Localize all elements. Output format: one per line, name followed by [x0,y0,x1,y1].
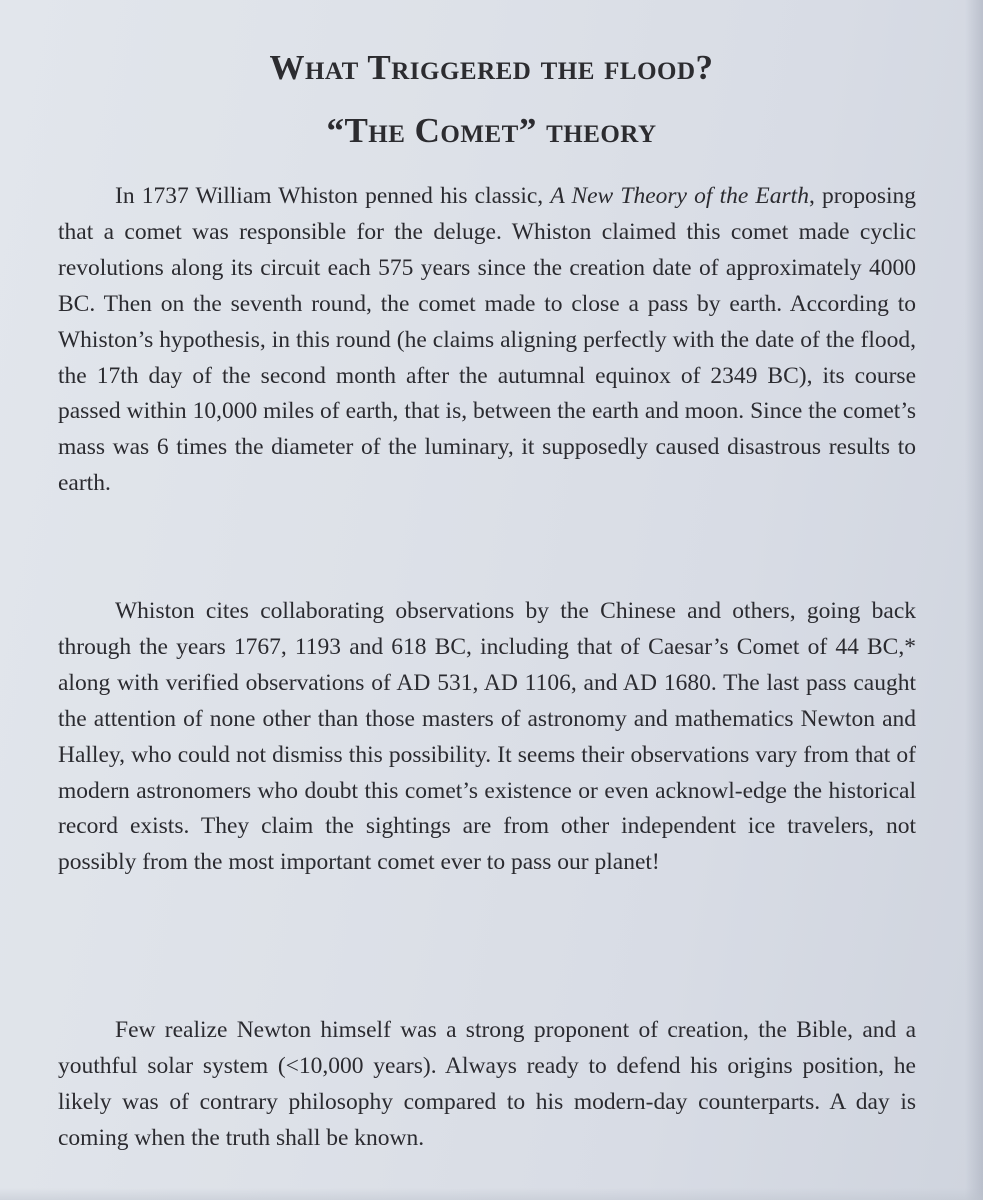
paragraph-2: Whiston cites collaborating observations by the Chinese and others, going back through the years 1767, 1193 and 618 BC, including that of Caesar’s Comet of 44 BC,* along with verified observations of AD 531, AD 1106, and AD 1680. The last pass caught the attention of none other than those masters of astronomy and mathematics Newton and Halley, who could not dismiss this possibility. It seems their observations vary from that of modern astronomers who doubt this comet’s existence or even acknowl-edge the historical record exists. They claim the sightings are from other independent ice travelers, not possibly from the most important comet ever to pass our planet! [58,598,916,876]
page-edge-shadow [965,0,983,1200]
book-title-italic: A New Theory of the Earth [550,183,809,209]
paragraph-1-lead: In 1737 William Whiston penned his classic, [115,183,551,209]
page-bottom-edge [0,1188,983,1200]
heading-line-2: “The Comet” theory [326,111,657,150]
paragraph-3: Few realize Newton himself was a strong proponent of creation, the Bible, and a youthful solar system (<10,000 years). Always ready to defend his origins position, he likely was of contrary philosophy compared to his modern-day counterparts. A day is coming when the truth shall be known. [58,1017,916,1151]
heading-line-1: What Triggered the flood? [269,48,714,87]
paragraph-1 [58,179,916,502]
paragraph-1-rest: , proposing that a comet was responsible for the deluge. Whiston claimed this comet made cyclic revolutions along its circuit each 575 years since the creation date of approximately 4000 BC. Then on the seventh round, the comet made to close a pass by earth. According to Whiston’s hypothesis, in this round (he claims aligning perfectly with the date of the flood, the 17th day of the second month after the autumnal equinox of 2349 BC), its course passed within 10,000 miles of earth, that is, between the earth and moon. Since the comet’s mass was 6 times the diameter of the luminary, it supposedly caused disastrous results to earth. [58,183,917,497]
